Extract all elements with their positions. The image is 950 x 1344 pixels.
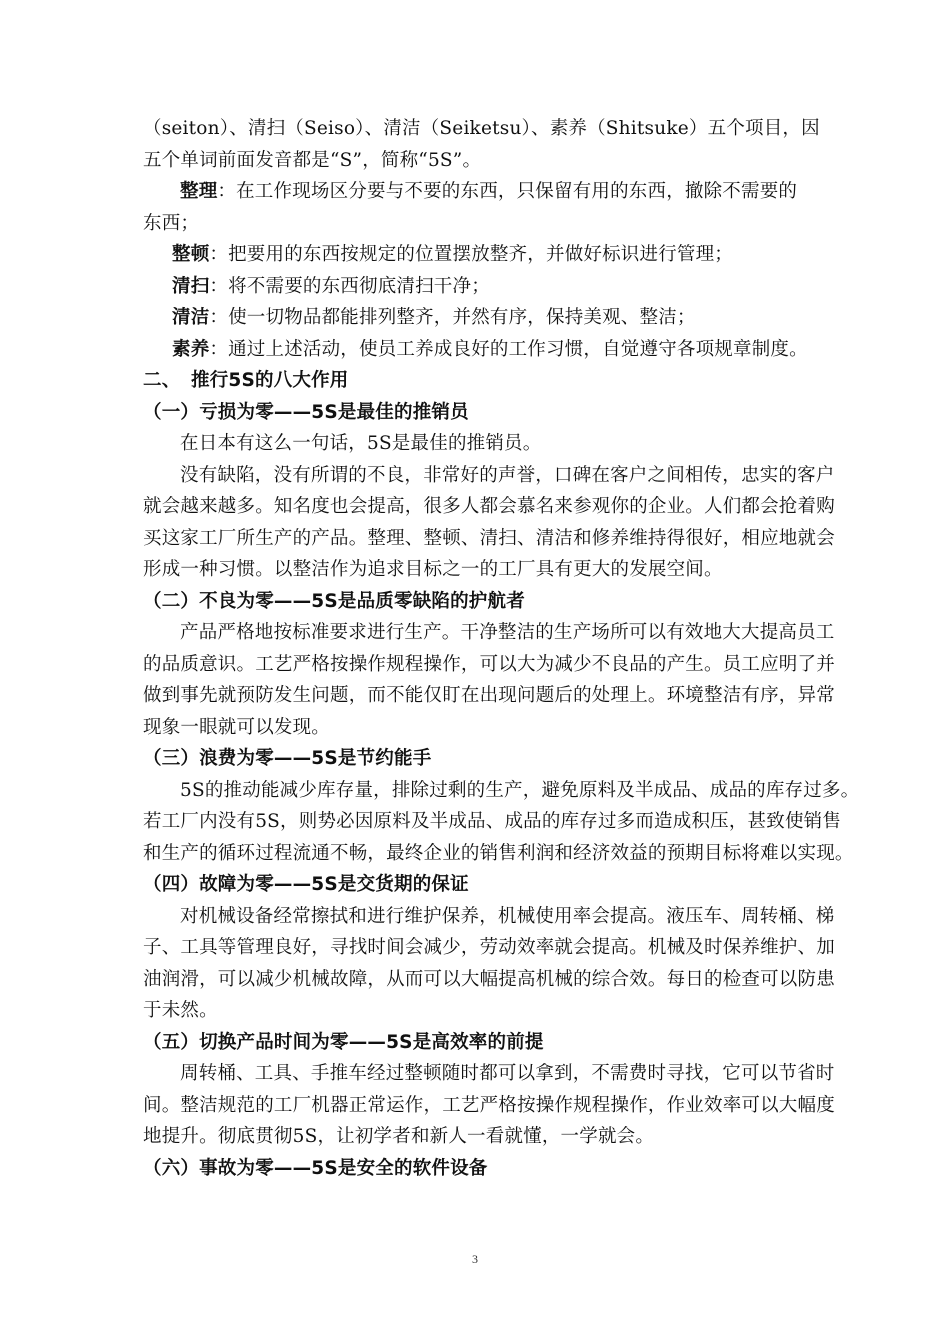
section-heading	[143, 365, 863, 397]
subsection-heading: （一）亏损为零——5S是最佳的推销员	[143, 401, 469, 423]
definition-continuation: 东西；	[143, 212, 200, 234]
subsection-heading: （六）事故为零——5S是安全的软件设备	[143, 1157, 488, 1179]
definition-term: 整顿	[172, 244, 210, 265]
paragraph-line: 地提升。彻底贯彻5S，让初学者和新人一看就懂，一学就会。	[143, 1126, 655, 1147]
definition-text: ：把要用的东西按规定的位置摆放整齐，并做好标识进行管理；	[209, 244, 734, 265]
definition-term: 整理	[180, 181, 218, 202]
subsection-heading: （二）不良为零——5S是品质零缺陷的护航者	[143, 590, 525, 612]
subsection-heading: （五）切换产品时间为零——5S是高效率的前提	[143, 1031, 544, 1053]
paragraph-line: 没有缺陷，没有所谓的不良，非常好的声誉，口碑在客户之间相传，忠实的客户	[180, 464, 835, 486]
definition-text: ：通过上述活动，使员工养成良好的工作习惯，自觉遵守各项规章制度。	[209, 338, 808, 360]
definition-shitsuke	[143, 334, 863, 366]
definition-term: 素养	[172, 338, 210, 360]
definition-text: ：在工作现场区分要与不要的东西，只保留有用的东西，撤除不需要的	[217, 181, 798, 202]
subsection-heading: （三）浪费为零——5S是节约能手	[143, 748, 432, 769]
paragraph-line: 在日本有这么一句话，5S是最佳的推销员。	[180, 433, 542, 454]
paragraph-line: 油润滑，可以减少机械故障，从而可以大幅提高机械的综合效。每日的检查可以防患	[143, 968, 835, 990]
paragraph-line: 就会越来越多。知名度也会提高，很多人都会慕名来参观你的企业。人们都会抢着购	[143, 496, 835, 517]
section-number: 二、	[143, 370, 181, 391]
page-content	[143, 113, 863, 1184]
definition-seiketsu	[143, 302, 863, 334]
paragraph-line: 产品严格地按标准要求进行生产。干净整洁的生产场所可以有效地大大提高员工	[180, 622, 835, 643]
definition-term: 清洁	[172, 307, 210, 328]
page-number: 3	[472, 1252, 478, 1266]
definition-seiso	[143, 271, 863, 303]
paragraph-line: 买这家工厂所生产的产品。整理、整顿、清扫、清洁和修养维持得很好，相应地就会	[143, 527, 835, 549]
paragraph-line: 子、工具等管理良好，寻找时间会减少，劳动效率就会提高。机械及时保养维护、加	[143, 937, 835, 958]
definition-seiri	[143, 176, 863, 208]
definition-text: ：将不需要的东西彻底清扫干净；	[209, 275, 490, 297]
paragraph-line: 对机械设备经常擦拭和进行维护保养，机械使用率会提高。液压车、周转桶、梯	[180, 905, 835, 927]
paragraph-line: 周转桶、工具、手推车经过整顿随时都可以拿到，不需费时寻找，它可以节省时	[180, 1063, 835, 1084]
definition-term: 清扫	[172, 275, 210, 297]
paragraph-line: 间。整洁规范的工厂机器正常运作，工艺严格按操作规程操作，作业效率可以大幅度	[143, 1094, 835, 1116]
definition-text: ：使一切物品都能排列整齐，并然有序，保持美观、整洁；	[209, 307, 696, 328]
paragraph-line: 于未然。	[143, 1000, 218, 1021]
paragraph-line: 做到事先就预防发生问题，而不能仅盯在出现问题后的处理上。环境整洁有序，异常	[143, 685, 835, 706]
paragraph-line: 5S的推动能减少库存量，排除过剩的生产，避免原料及半成品、成品的库存过多。	[180, 779, 860, 801]
paragraph-line: 现象一眼就可以发现。	[143, 716, 331, 738]
paragraph-line: 的品质意识。工艺严格按操作规程操作，可以大为减少不良品的产生。员工应明了并	[143, 653, 835, 675]
paragraph-line: 和生产的循环过程流通不畅，最终企业的销售利润和经济效益的预期目标将难以实现。	[143, 842, 854, 864]
intro-line: （seiton）、清扫（Seiso）、清洁（Seiketsu）、素养（Shitsuke）五个项目，因	[143, 118, 820, 139]
paragraph-line: 形成一种习惯。以整洁作为追求目标之一的工厂具有更大的发展空间。	[143, 559, 723, 580]
section-title: 推行5S的八大作用	[191, 370, 349, 391]
definition-seiton	[143, 239, 863, 271]
subsection-heading: （四）故障为零——5S是交货期的保证	[143, 874, 469, 895]
paragraph-line: 若工厂内没有5S，则势必因原料及半成品、成品的库存过多而造成积压，甚致使销售	[143, 811, 842, 832]
intro-line: 五个单词前面发音都是“S”，简称“5S”。	[143, 149, 482, 171]
